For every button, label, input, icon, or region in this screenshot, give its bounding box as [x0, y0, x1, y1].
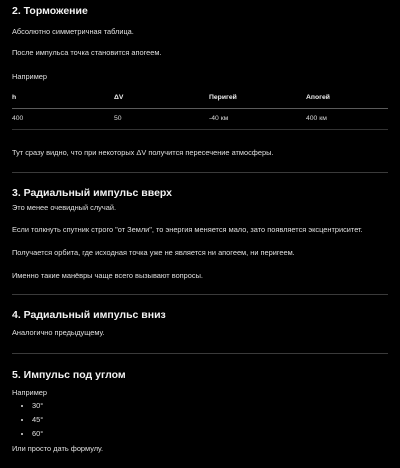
- section-heading-braking: 2. Торможение: [12, 5, 88, 17]
- section-divider: [12, 172, 388, 173]
- paragraph: Именно такие манёвры чаще всего вызывают вопросы.: [12, 271, 203, 281]
- paragraph: Это менее очевидный случай.: [12, 203, 117, 213]
- paragraph: После импульса точка становится апогеем.: [12, 47, 162, 57]
- paragraph: Получается орбита, где исходная точка уже не является ни апогеем, ни перигеем.: [12, 247, 295, 257]
- paragraph: Например: [12, 387, 47, 397]
- section-divider: [12, 294, 388, 295]
- section-heading-radial-up: 3. Радиальный импульс вверх: [12, 186, 173, 199]
- table-cell: 400: [12, 109, 114, 130]
- table-header-cell: ΔV: [114, 88, 209, 109]
- table-header-row: [12, 88, 388, 109]
- orbit-table: [12, 88, 388, 130]
- paragraph: Если толкнуть спутник строго "от Земли", то энергия меняется мало, зато появляется эксцентриситет.: [12, 224, 363, 234]
- table-cell: 400 км: [306, 109, 388, 130]
- paragraph: Абсолютно симметричная таблица.: [12, 26, 134, 36]
- paragraph: Например: [12, 72, 47, 82]
- section-heading-radial-down: 4. Радиальный импульс вниз: [12, 309, 166, 322]
- section-divider: [12, 353, 388, 354]
- table-row: [12, 109, 388, 130]
- table-header-cell: Апогей: [306, 88, 388, 109]
- paragraph: Аналогично предыдущему.: [12, 327, 105, 337]
- section-heading-angled-impulse: 5. Импульс под углом: [12, 369, 126, 382]
- list-item: • 60°: [32, 427, 388, 441]
- table-cell: 50: [114, 109, 209, 130]
- angle-list: [12, 399, 388, 441]
- table-header-cell: h: [12, 88, 114, 109]
- table-header-cell: Перигей: [209, 88, 306, 109]
- paragraph: Или просто дать формулу.: [12, 444, 104, 454]
- paragraph: Тут сразу видно, что при некоторых ΔV получится пересечение атмосферы.: [12, 148, 274, 158]
- table-cell: -40 км: [209, 109, 306, 130]
- list-item: • 45°: [32, 413, 388, 427]
- list-item: • 30°: [32, 399, 388, 413]
